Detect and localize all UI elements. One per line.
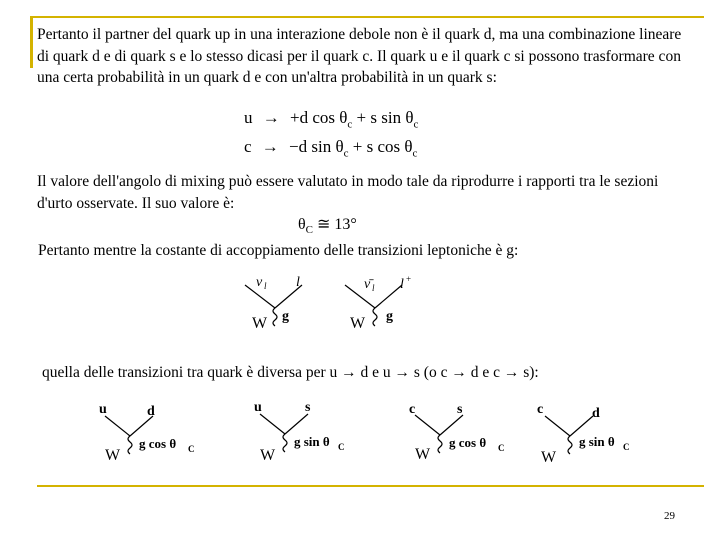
- quark-vertex-diagram-2: [250, 396, 360, 466]
- coupling-label: g: [282, 309, 289, 324]
- svg-text:+: +: [406, 274, 412, 284]
- coupling-label: g cos θ: [449, 435, 487, 450]
- coupling-label: g sin θ: [294, 434, 330, 449]
- quark-out-label: d: [592, 406, 600, 421]
- page-number: 29: [664, 510, 675, 522]
- mixing-paragraph: Il valore dell'angolo di mixing può essere valutato in modo tale da riprodurre i rapporti tra le sezioni d'urto osservate. Il suo valore è:: [37, 173, 659, 212]
- bottom-rule: [37, 485, 704, 487]
- svg-text:l: l: [372, 283, 375, 293]
- quark-vertex-diagram-1: [95, 398, 205, 468]
- boson-label: W: [252, 315, 268, 332]
- quark-in-label: c: [537, 402, 544, 417]
- quark-in-label: u: [254, 400, 262, 415]
- coupling-label: g: [386, 309, 393, 324]
- lepton-label: l: [296, 275, 300, 290]
- svg-text:C: C: [623, 442, 630, 452]
- quark-vertex-diagram-4: [535, 398, 645, 468]
- coupling-label: g cos θ: [139, 436, 177, 451]
- boson-label: W: [415, 446, 431, 463]
- equation-u: u → +d $\cos \theta_c + s$ $\sin \theta_c$: [244, 108, 419, 131]
- svg-text:C: C: [498, 443, 505, 453]
- quark-in-label: u: [99, 402, 107, 417]
- quark-in-label: c: [409, 402, 416, 417]
- boson-label: W: [541, 449, 557, 466]
- intro-paragraph: Pertanto il partner del quark up in una interazione debole non è il quark d, ma una combinazione lineare di quark d e di quark s e lo stesso dicasi per il quark c. Il quark u e il quark c si possono trasformare con una certa probabilità in un quark d e con un'altra probabilità in un quark s:: [37, 26, 682, 86]
- lepton-vertex-diagram-2: [340, 270, 440, 335]
- lepton-vertex-diagram-1: [240, 270, 340, 335]
- antilepton-label: l: [400, 277, 404, 292]
- quark-out-label: d: [147, 404, 155, 419]
- neutrino-label: ν: [256, 275, 263, 290]
- coupling-label: g sin θ: [579, 434, 615, 449]
- top-rule: [30, 16, 704, 18]
- theta-value: $\theta_C$ ≅ 13°: [298, 216, 357, 237]
- antineutrino-label: ν̄: [364, 277, 371, 292]
- quark-vertex-diagram-3: [405, 397, 515, 467]
- boson-label: W: [105, 447, 121, 464]
- svg-text:l: l: [264, 281, 267, 291]
- svg-text:C: C: [338, 442, 345, 452]
- leptonic-paragraph: Pertanto mentre la costante di accoppiamento delle transizioni leptoniche è g:: [38, 242, 519, 259]
- equation-c: c → −d $\sin \theta_c + s$ $\cos \theta_c$: [244, 137, 418, 160]
- svg-text:C: C: [188, 444, 195, 454]
- boson-label: W: [260, 447, 276, 464]
- boson-label: W: [350, 315, 366, 332]
- quark-out-label: s: [457, 402, 463, 417]
- quark-paragraph: quella delle transizioni tra quark è diversa per u → d e u → s (o c → d e c → s):: [42, 364, 539, 381]
- left-rule: [30, 16, 33, 68]
- quark-out-label: s: [305, 400, 311, 415]
